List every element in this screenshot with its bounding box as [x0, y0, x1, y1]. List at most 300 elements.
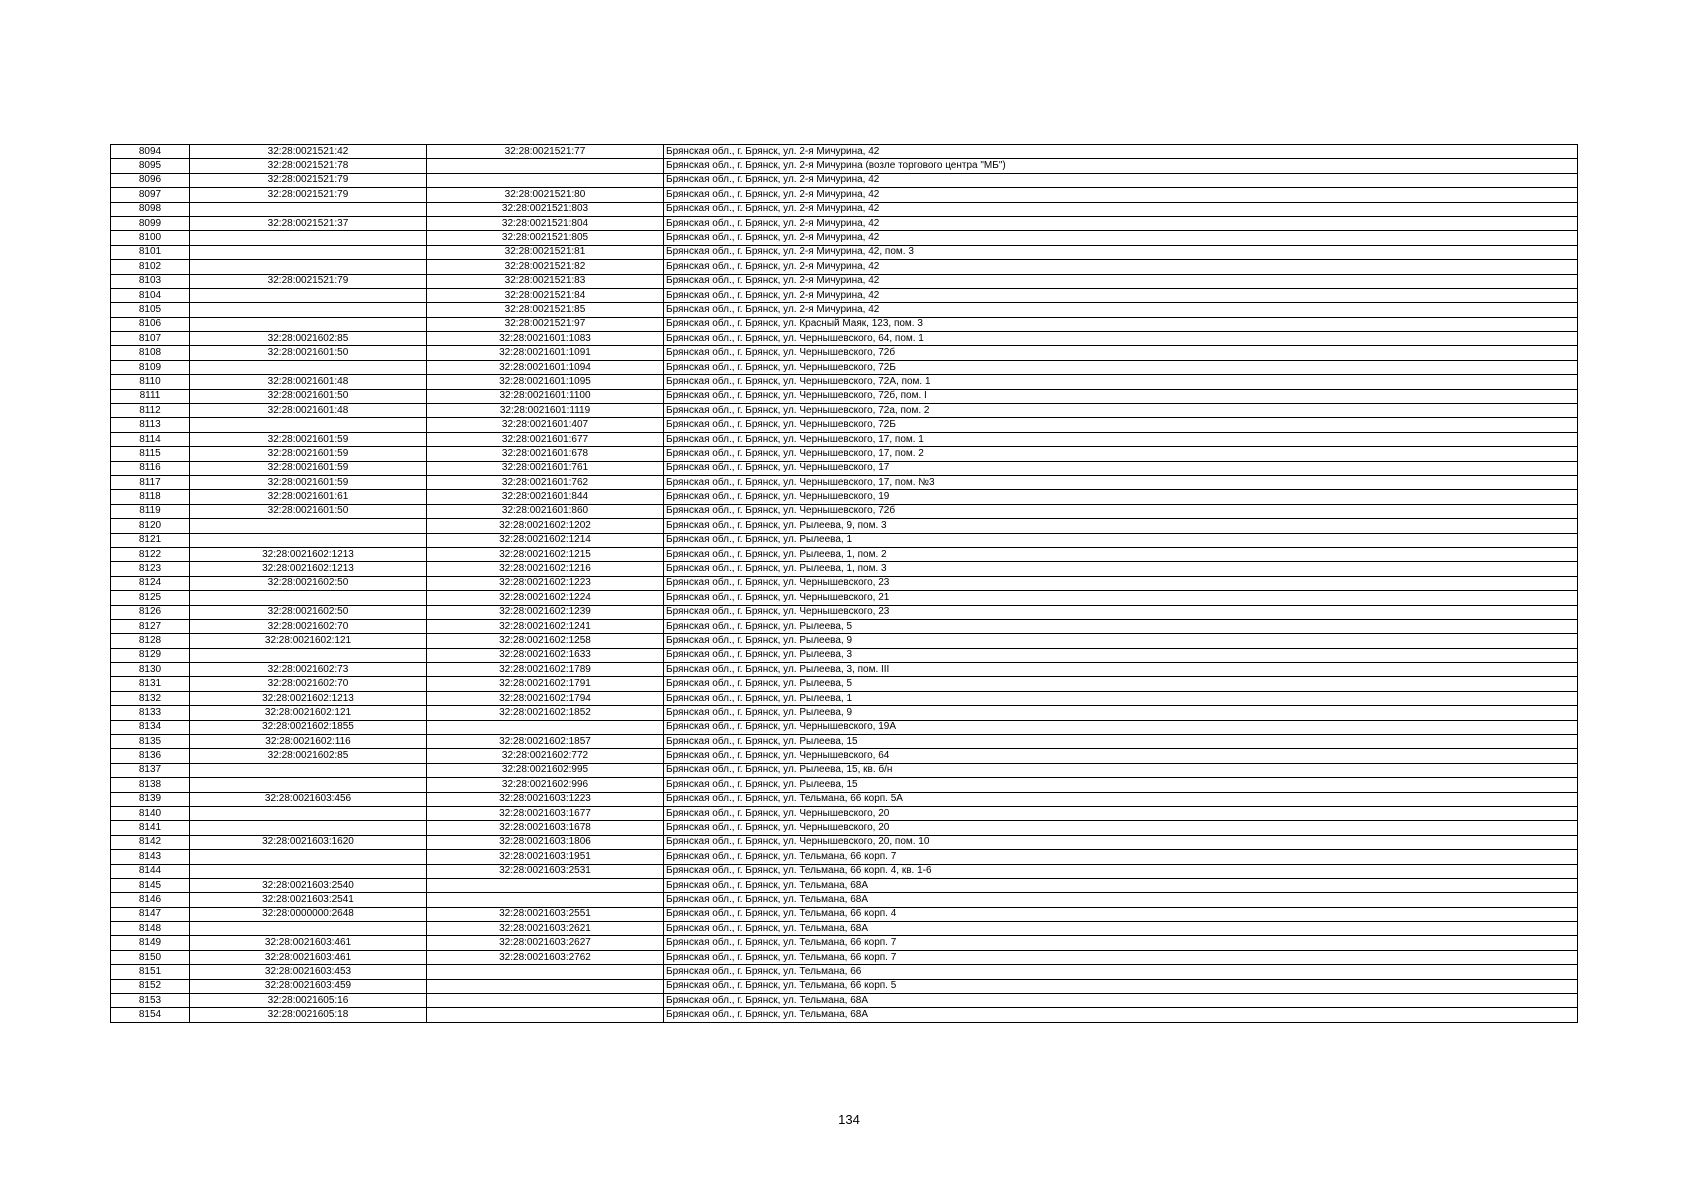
row-number-cell: 8102: [111, 260, 190, 274]
row-number-cell: 8135: [111, 735, 190, 749]
address-cell: Брянская обл., г. Брянск, ул. 2-я Мичурина, 42: [664, 202, 1578, 216]
related-cadastral-number-cell: [427, 893, 664, 907]
table-row: [111, 792, 1578, 806]
address-cell: Брянская обл., г. Брянск, ул. 2-я Мичурина, 42: [664, 260, 1578, 274]
table-row: [111, 691, 1578, 705]
address-cell: Брянская обл., г. Брянск, ул. Тельмана, 66: [664, 965, 1578, 979]
cadastral-number-cell: 32:28:0021603:1620: [190, 835, 427, 849]
address-cell: Брянская обл., г. Брянск, ул. 2-я Мичурина, 42: [664, 231, 1578, 245]
table-row: [111, 216, 1578, 230]
address-cell: Брянская обл., г. Брянск, ул. Чернышевского, 19А: [664, 720, 1578, 734]
address-cell: Брянская обл., г. Брянск, ул. 2-я Мичурина, 42: [664, 173, 1578, 187]
related-cadastral-number-cell: 32:28:0021603:2627: [427, 936, 664, 950]
row-number-cell: 8108: [111, 346, 190, 360]
related-cadastral-number-cell: [427, 965, 664, 979]
address-cell: Брянская обл., г. Брянск, ул. Тельмана, 68А: [664, 878, 1578, 892]
address-cell: Брянская обл., г. Брянск, ул. Чернышевского, 20: [664, 806, 1578, 820]
address-cell: Брянская обл., г. Брянск, ул. 2-я Мичурина, 42: [664, 188, 1578, 202]
related-cadastral-number-cell: 32:28:0021521:77: [427, 145, 664, 159]
related-cadastral-number-cell: 32:28:0021601:860: [427, 504, 664, 518]
related-cadastral-number-cell: 32:28:0021603:1678: [427, 821, 664, 835]
cadastral-number-cell: 32:28:0021521:79: [190, 274, 427, 288]
row-number-cell: 8137: [111, 763, 190, 777]
row-number-cell: 8148: [111, 922, 190, 936]
related-cadastral-number-cell: 32:28:0021601:1119: [427, 404, 664, 418]
table-row: [111, 864, 1578, 878]
row-number-cell: 8143: [111, 850, 190, 864]
cadastral-number-cell: 32:28:0021601:48: [190, 404, 427, 418]
related-cadastral-number-cell: 32:28:0021521:83: [427, 274, 664, 288]
related-cadastral-number-cell: 32:28:0021602:772: [427, 749, 664, 763]
table-row: [111, 663, 1578, 677]
address-cell: Брянская обл., г. Брянск, ул. 2-я Мичурина, 42, пом. 3: [664, 245, 1578, 259]
address-cell: Брянская обл., г. Брянск, ул. Чернышевского, 21: [664, 591, 1578, 605]
cadastral-number-cell: 32:28:0021601:61: [190, 490, 427, 504]
row-number-cell: 8105: [111, 303, 190, 317]
related-cadastral-number-cell: 32:28:0021603:2621: [427, 922, 664, 936]
address-cell: Брянская обл., г. Брянск, ул. Рылеева, 1: [664, 533, 1578, 547]
cadastral-number-cell: 32:28:0021602:50: [190, 576, 427, 590]
related-cadastral-number-cell: [427, 979, 664, 993]
cadastral-number-cell: 32:28:0021602:121: [190, 634, 427, 648]
address-cell: Брянская обл., г. Брянск, ул. Чернышевского, 72б, пом. I: [664, 389, 1578, 403]
table-row: [111, 490, 1578, 504]
row-number-cell: 8139: [111, 792, 190, 806]
address-cell: Брянская обл., г. Брянск, ул. 2-я Мичурина, 42: [664, 216, 1578, 230]
address-cell: Брянская обл., г. Брянск, ул. 2-я Мичурина, 42: [664, 288, 1578, 302]
table-row: [111, 965, 1578, 979]
address-cell: Брянская обл., г. Брянск, ул. Рылеева, 1, пом. 2: [664, 547, 1578, 561]
address-cell: Брянская обл., г. Брянск, ул. Чернышевского, 20, пом. 10: [664, 835, 1578, 849]
related-cadastral-number-cell: 32:28:0021602:1258: [427, 634, 664, 648]
table-row: [111, 461, 1578, 475]
address-cell: Брянская обл., г. Брянск, ул. Чернышевского, 64: [664, 749, 1578, 763]
address-cell: Брянская обл., г. Брянск, ул. Рылеева, 3: [664, 648, 1578, 662]
row-number-cell: 8141: [111, 821, 190, 835]
related-cadastral-number-cell: 32:28:0021521:804: [427, 216, 664, 230]
row-number-cell: 8126: [111, 605, 190, 619]
cadastral-number-cell: 32:28:0021602:73: [190, 663, 427, 677]
cadastral-number-cell: 32:28:0021601:59: [190, 461, 427, 475]
address-cell: Брянская обл., г. Брянск, ул. Чернышевского, 23: [664, 605, 1578, 619]
cadastral-number-cell: [190, 922, 427, 936]
cadastral-number-cell: 32:28:0021603:459: [190, 979, 427, 993]
address-cell: Брянская обл., г. Брянск, ул. Рылеева, 3, пом. III: [664, 663, 1578, 677]
address-cell: Брянская обл., г. Брянск, ул. Чернышевского, 20: [664, 821, 1578, 835]
related-cadastral-number-cell: 32:28:0021602:1239: [427, 605, 664, 619]
registry-table-body: [111, 145, 1578, 1023]
address-cell: Брянская обл., г. Брянск, ул. Тельмана, 68А: [664, 1008, 1578, 1022]
related-cadastral-number-cell: 32:28:0021521:84: [427, 288, 664, 302]
address-cell: Брянская обл., г. Брянск, ул. Рылеева, 15: [664, 778, 1578, 792]
table-row: [111, 188, 1578, 202]
row-number-cell: 8133: [111, 706, 190, 720]
row-number-cell: 8147: [111, 907, 190, 921]
address-cell: Брянская обл., г. Брянск, ул. Чернышевского, 19: [664, 490, 1578, 504]
cadastral-number-cell: [190, 245, 427, 259]
address-cell: Брянская обл., г. Брянск, ул. Чернышевского, 72А, пом. 1: [664, 375, 1578, 389]
table-row: [111, 634, 1578, 648]
table-row: [111, 231, 1578, 245]
related-cadastral-number-cell: 32:28:0021603:2551: [427, 907, 664, 921]
related-cadastral-number-cell: 32:28:0021601:762: [427, 475, 664, 489]
table-row: [111, 346, 1578, 360]
row-number-cell: 8110: [111, 375, 190, 389]
table-row: [111, 475, 1578, 489]
related-cadastral-number-cell: 32:28:0021602:1223: [427, 576, 664, 590]
row-number-cell: 8136: [111, 749, 190, 763]
table-row: [111, 317, 1578, 331]
row-number-cell: 8149: [111, 936, 190, 950]
address-cell: Брянская обл., г. Брянск, ул. Рылеева, 9, пом. 3: [664, 519, 1578, 533]
row-number-cell: 8132: [111, 691, 190, 705]
row-number-cell: 8145: [111, 878, 190, 892]
cadastral-number-cell: [190, 202, 427, 216]
cadastral-number-cell: [190, 360, 427, 374]
table-row: [111, 950, 1578, 964]
address-cell: Брянская обл., г. Брянск, ул. 2-я Мичурина, 42: [664, 303, 1578, 317]
related-cadastral-number-cell: 32:28:0021602:1852: [427, 706, 664, 720]
table-row: [111, 404, 1578, 418]
cadastral-number-cell: [190, 648, 427, 662]
table-row: [111, 591, 1578, 605]
table-row: [111, 749, 1578, 763]
row-number-cell: 8119: [111, 504, 190, 518]
table-row: [111, 202, 1578, 216]
related-cadastral-number-cell: 32:28:0021601:1095: [427, 375, 664, 389]
row-number-cell: 8112: [111, 404, 190, 418]
related-cadastral-number-cell: 32:28:0021603:1223: [427, 792, 664, 806]
table-row: [111, 432, 1578, 446]
address-cell: Брянская обл., г. Брянск, ул. Тельмана, 68А: [664, 893, 1578, 907]
cadastral-number-cell: 32:28:0021605:16: [190, 994, 427, 1008]
row-number-cell: 8114: [111, 432, 190, 446]
address-cell: Брянская обл., г. Брянск, ул. Чернышевского, 72б: [664, 346, 1578, 360]
cadastral-number-cell: 32:28:0021601:59: [190, 447, 427, 461]
cadastral-number-cell: 32:28:0021601:50: [190, 346, 427, 360]
page-number: 134: [838, 1112, 860, 1127]
address-cell: Брянская обл., г. Брянск, ул. Тельмана, 66 корп. 7: [664, 850, 1578, 864]
table-row: [111, 806, 1578, 820]
address-cell: Брянская обл., г. Брянск, ул. Рылеева, 15: [664, 735, 1578, 749]
related-cadastral-number-cell: [427, 994, 664, 1008]
row-number-cell: 8097: [111, 188, 190, 202]
table-row: [111, 979, 1578, 993]
cadastral-number-cell: [190, 821, 427, 835]
address-cell: Брянская обл., г. Брянск, ул. Тельмана, 66 корп. 7: [664, 936, 1578, 950]
related-cadastral-number-cell: [427, 878, 664, 892]
cadastral-number-cell: [190, 317, 427, 331]
cadastral-number-cell: [190, 519, 427, 533]
cadastral-number-cell: 32:28:0021603:2540: [190, 878, 427, 892]
table-row: [111, 936, 1578, 950]
related-cadastral-number-cell: 32:28:0021602:1202: [427, 519, 664, 533]
cadastral-number-cell: [190, 418, 427, 432]
cadastral-number-cell: 32:28:0021521:78: [190, 159, 427, 173]
row-number-cell: 8101: [111, 245, 190, 259]
table-row: [111, 159, 1578, 173]
row-number-cell: 8117: [111, 475, 190, 489]
table-row: [111, 605, 1578, 619]
row-number-cell: 8116: [111, 461, 190, 475]
table-row: [111, 447, 1578, 461]
related-cadastral-number-cell: 32:28:0021602:1215: [427, 547, 664, 561]
cadastral-number-cell: 32:28:0021602:116: [190, 735, 427, 749]
table-row: [111, 245, 1578, 259]
table-row: [111, 907, 1578, 921]
row-number-cell: 8153: [111, 994, 190, 1008]
address-cell: Брянская обл., г. Брянск, ул. Чернышевского, 72б: [664, 504, 1578, 518]
address-cell: Брянская обл., г. Брянск, ул. 2-я Мичурина, 42: [664, 145, 1578, 159]
table-row: [111, 389, 1578, 403]
row-number-cell: 8109: [111, 360, 190, 374]
table-row: [111, 893, 1578, 907]
cadastral-number-cell: 32:28:0021602:1213: [190, 562, 427, 576]
cadastral-number-cell: 32:28:0021602:1213: [190, 691, 427, 705]
related-cadastral-number-cell: 32:28:0021601:1083: [427, 332, 664, 346]
table-row: [111, 173, 1578, 187]
address-cell: Брянская обл., г. Брянск, ул. 2-я Мичурина, 42: [664, 274, 1578, 288]
related-cadastral-number-cell: 32:28:0021521:97: [427, 317, 664, 331]
related-cadastral-number-cell: 32:28:0021603:2762: [427, 950, 664, 964]
registry-table: [110, 144, 1578, 1023]
related-cadastral-number-cell: 32:28:0021601:678: [427, 447, 664, 461]
related-cadastral-number-cell: 32:28:0021601:1100: [427, 389, 664, 403]
cadastral-number-cell: 32:28:0021603:456: [190, 792, 427, 806]
related-cadastral-number-cell: 32:28:0021602:1857: [427, 735, 664, 749]
related-cadastral-number-cell: 32:28:0021602:1794: [427, 691, 664, 705]
row-number-cell: 8127: [111, 619, 190, 633]
related-cadastral-number-cell: 32:28:0021603:2531: [427, 864, 664, 878]
row-number-cell: 8129: [111, 648, 190, 662]
table-row: [111, 850, 1578, 864]
table-row: [111, 778, 1578, 792]
cadastral-number-cell: [190, 533, 427, 547]
related-cadastral-number-cell: 32:28:0021602:995: [427, 763, 664, 777]
address-cell: Брянская обл., г. Брянск, ул. Тельмана, 66 корп. 5: [664, 979, 1578, 993]
table-row: [111, 1008, 1578, 1022]
cadastral-number-cell: 32:28:0021605:18: [190, 1008, 427, 1022]
related-cadastral-number-cell: 32:28:0021521:81: [427, 245, 664, 259]
cadastral-number-cell: [190, 303, 427, 317]
cadastral-number-cell: 32:28:0021603:461: [190, 950, 427, 964]
row-number-cell: 8103: [111, 274, 190, 288]
table-row: [111, 504, 1578, 518]
cadastral-number-cell: [190, 763, 427, 777]
related-cadastral-number-cell: 32:28:0021602:1791: [427, 677, 664, 691]
table-row: [111, 763, 1578, 777]
related-cadastral-number-cell: 32:28:0021601:761: [427, 461, 664, 475]
row-number-cell: 8151: [111, 965, 190, 979]
row-number-cell: 8154: [111, 1008, 190, 1022]
cadastral-number-cell: 32:28:0021602:50: [190, 605, 427, 619]
row-number-cell: 8104: [111, 288, 190, 302]
table-row: [111, 418, 1578, 432]
address-cell: Брянская обл., г. Брянск, ул. Тельмана, 68А: [664, 994, 1578, 1008]
cadastral-number-cell: [190, 864, 427, 878]
table-row: [111, 562, 1578, 576]
table-row: [111, 648, 1578, 662]
table-row: [111, 288, 1578, 302]
row-number-cell: 8100: [111, 231, 190, 245]
row-number-cell: 8098: [111, 202, 190, 216]
table-row: [111, 878, 1578, 892]
cadastral-number-cell: 32:28:0021601:48: [190, 375, 427, 389]
address-cell: Брянская обл., г. Брянск, ул. Тельмана, 66 корп. 4, кв. 1-6: [664, 864, 1578, 878]
address-cell: Брянская обл., г. Брянск, ул. Тельмана, 66 корп. 5А: [664, 792, 1578, 806]
address-cell: Брянская обл., г. Брянск, ул. Рылеева, 5: [664, 619, 1578, 633]
address-cell: Брянская обл., г. Брянск, ул. Чернышевского, 23: [664, 576, 1578, 590]
address-cell: Брянская обл., г. Брянск, ул. Тельмана, 66 корп. 4: [664, 907, 1578, 921]
cadastral-number-cell: 32:28:0021521:42: [190, 145, 427, 159]
address-cell: Брянская обл., г. Брянск, ул. Тельмана, 68А: [664, 922, 1578, 936]
table-row: [111, 547, 1578, 561]
address-cell: Брянская обл., г. Брянск, ул. Рылеева, 9: [664, 706, 1578, 720]
table-row: [111, 677, 1578, 691]
row-number-cell: 8130: [111, 663, 190, 677]
related-cadastral-number-cell: 32:28:0021521:803: [427, 202, 664, 216]
table-row: [111, 145, 1578, 159]
row-number-cell: 8120: [111, 519, 190, 533]
address-cell: Брянская обл., г. Брянск, ул. Чернышевского, 72а, пом. 2: [664, 404, 1578, 418]
table-row: [111, 260, 1578, 274]
address-cell: Брянская обл., г. Брянск, ул. Рылеева, 1, пом. 3: [664, 562, 1578, 576]
table-row: [111, 533, 1578, 547]
row-number-cell: 8144: [111, 864, 190, 878]
related-cadastral-number-cell: 32:28:0021521:82: [427, 260, 664, 274]
related-cadastral-number-cell: 32:28:0021602:1224: [427, 591, 664, 605]
table-row: [111, 922, 1578, 936]
cadastral-number-cell: 32:28:0021521:79: [190, 173, 427, 187]
cadastral-number-cell: 32:28:0021601:50: [190, 389, 427, 403]
table-row: [111, 835, 1578, 849]
related-cadastral-number-cell: 32:28:0021602:1789: [427, 663, 664, 677]
row-number-cell: 8106: [111, 317, 190, 331]
row-number-cell: 8134: [111, 720, 190, 734]
related-cadastral-number-cell: 32:28:0021603:1951: [427, 850, 664, 864]
table-row: [111, 706, 1578, 720]
row-number-cell: 8111: [111, 389, 190, 403]
table-row: [111, 360, 1578, 374]
cadastral-number-cell: [190, 288, 427, 302]
related-cadastral-number-cell: 32:28:0021602:1214: [427, 533, 664, 547]
table-row: [111, 274, 1578, 288]
cadastral-number-cell: 32:28:0021602:1213: [190, 547, 427, 561]
address-cell: Брянская обл., г. Брянск, ул. Чернышевского, 17, пом. 1: [664, 432, 1578, 446]
cadastral-number-cell: 32:28:0021601:59: [190, 432, 427, 446]
cadastral-number-cell: 32:28:0021601:50: [190, 504, 427, 518]
row-number-cell: 8128: [111, 634, 190, 648]
table-row: [111, 303, 1578, 317]
row-number-cell: 8121: [111, 533, 190, 547]
address-cell: Брянская обл., г. Брянск, ул. 2-я Мичурина (возле торгового центра "МБ"): [664, 159, 1578, 173]
row-number-cell: 8118: [111, 490, 190, 504]
address-cell: Брянская обл., г. Брянск, ул. Чернышевского, 17: [664, 461, 1578, 475]
cadastral-number-cell: 32:28:0021521:79: [190, 188, 427, 202]
row-number-cell: 8124: [111, 576, 190, 590]
address-cell: Брянская обл., г. Брянск, ул. Красный Маяк, 123, пом. 3: [664, 317, 1578, 331]
address-cell: Брянская обл., г. Брянск, ул. Рылеева, 15, кв. б/н: [664, 763, 1578, 777]
address-cell: Брянская обл., г. Брянск, ул. Рылеева, 9: [664, 634, 1578, 648]
cadastral-number-cell: [190, 778, 427, 792]
related-cadastral-number-cell: [427, 159, 664, 173]
cadastral-number-cell: [190, 850, 427, 864]
cadastral-number-cell: 32:28:0021603:2541: [190, 893, 427, 907]
related-cadastral-number-cell: 32:28:0021601:1091: [427, 346, 664, 360]
row-number-cell: 8150: [111, 950, 190, 964]
table-row: [111, 619, 1578, 633]
related-cadastral-number-cell: [427, 1008, 664, 1022]
cadastral-number-cell: 32:28:0021603:461: [190, 936, 427, 950]
related-cadastral-number-cell: 32:28:0021601:677: [427, 432, 664, 446]
address-cell: Брянская обл., г. Брянск, ул. Чернышевского, 72Б: [664, 418, 1578, 432]
row-number-cell: 8099: [111, 216, 190, 230]
row-number-cell: 8115: [111, 447, 190, 461]
related-cadastral-number-cell: 32:28:0021601:1094: [427, 360, 664, 374]
address-cell: Брянская обл., г. Брянск, ул. Чернышевского, 17, пом. 2: [664, 447, 1578, 461]
related-cadastral-number-cell: 32:28:0021603:1806: [427, 835, 664, 849]
address-cell: Брянская обл., г. Брянск, ул. Чернышевского, 64, пом. 1: [664, 332, 1578, 346]
row-number-cell: 8123: [111, 562, 190, 576]
row-number-cell: 8138: [111, 778, 190, 792]
address-cell: Брянская обл., г. Брянск, ул. Тельмана, 66 корп. 7: [664, 950, 1578, 964]
cadastral-number-cell: 32:28:0021602:121: [190, 706, 427, 720]
related-cadastral-number-cell: 32:28:0021521:805: [427, 231, 664, 245]
related-cadastral-number-cell: 32:28:0021601:407: [427, 418, 664, 432]
cadastral-number-cell: [190, 806, 427, 820]
row-number-cell: 8140: [111, 806, 190, 820]
row-number-cell: 8152: [111, 979, 190, 993]
row-number-cell: 8096: [111, 173, 190, 187]
table-row: [111, 994, 1578, 1008]
table-row: [111, 720, 1578, 734]
table-row: [111, 735, 1578, 749]
cadastral-number-cell: 32:28:0021602:70: [190, 677, 427, 691]
row-number-cell: 8146: [111, 893, 190, 907]
cadastral-number-cell: 32:28:0021602:85: [190, 749, 427, 763]
row-number-cell: 8094: [111, 145, 190, 159]
row-number-cell: 8142: [111, 835, 190, 849]
related-cadastral-number-cell: [427, 720, 664, 734]
table-row: [111, 375, 1578, 389]
cadastral-number-cell: 32:28:0021602:1855: [190, 720, 427, 734]
related-cadastral-number-cell: 32:28:0021601:844: [427, 490, 664, 504]
address-cell: Брянская обл., г. Брянск, ул. Чернышевского, 72Б: [664, 360, 1578, 374]
related-cadastral-number-cell: [427, 173, 664, 187]
row-number-cell: 8125: [111, 591, 190, 605]
related-cadastral-number-cell: 32:28:0021602:1633: [427, 648, 664, 662]
related-cadastral-number-cell: 32:28:0021602:1216: [427, 562, 664, 576]
related-cadastral-number-cell: 32:28:0021521:80: [427, 188, 664, 202]
cadastral-number-cell: [190, 231, 427, 245]
related-cadastral-number-cell: 32:28:0021521:85: [427, 303, 664, 317]
cadastral-number-cell: 32:28:0000000:2648: [190, 907, 427, 921]
row-number-cell: 8131: [111, 677, 190, 691]
related-cadastral-number-cell: 32:28:0021602:996: [427, 778, 664, 792]
cadastral-number-cell: [190, 591, 427, 605]
row-number-cell: 8113: [111, 418, 190, 432]
cadastral-number-cell: 32:28:0021602:85: [190, 332, 427, 346]
row-number-cell: 8107: [111, 332, 190, 346]
cadastral-number-cell: 32:28:0021601:59: [190, 475, 427, 489]
cadastral-number-cell: [190, 260, 427, 274]
table-row: [111, 821, 1578, 835]
related-cadastral-number-cell: 32:28:0021602:1241: [427, 619, 664, 633]
address-cell: Брянская обл., г. Брянск, ул. Рылеева, 1: [664, 691, 1578, 705]
cadastral-number-cell: 32:28:0021602:70: [190, 619, 427, 633]
cadastral-number-cell: 32:28:0021521:37: [190, 216, 427, 230]
table-row: [111, 332, 1578, 346]
